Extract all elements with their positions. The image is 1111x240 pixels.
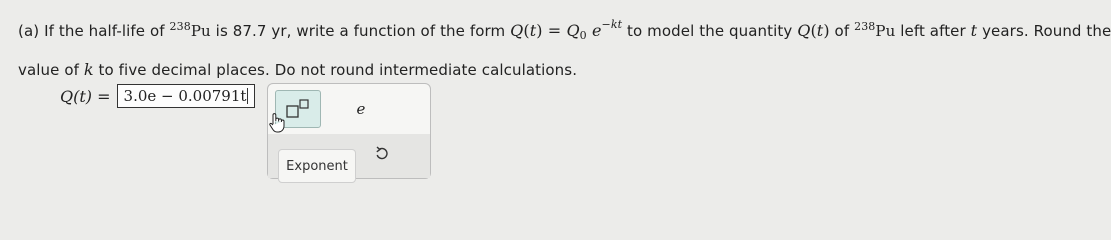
question-text-segment: left after	[900, 22, 966, 40]
answer-input[interactable]	[117, 84, 256, 108]
question-text-segment: to five decimal places. Do not round intermediate calculations.	[98, 61, 578, 79]
question-line-2	[18, 53, 978, 87]
quantity-symbol: Q(t)	[797, 21, 830, 40]
exponent-tooltip: Exponent	[278, 149, 356, 183]
answer-value: 3.0e − 0.00791t	[123, 87, 247, 105]
answer-row	[60, 83, 255, 109]
undo-button[interactable]	[370, 142, 394, 166]
function-form: $Q(t) = Q_0$ $e^{-kt}$	[510, 18, 623, 42]
isotope-mass-number: 238	[169, 20, 191, 33]
exponent-template-icon	[285, 99, 311, 119]
isotope-mass-number: 238	[854, 20, 876, 33]
question-text-segment: If the half-life of	[44, 22, 165, 40]
time-variable: t	[970, 21, 978, 40]
question-text-segment: to model the quantity	[627, 22, 793, 40]
text-caret	[247, 88, 248, 104]
undo-icon	[375, 146, 389, 162]
k-variable: k	[83, 60, 94, 79]
question-line-1	[18, 8, 1111, 53]
answer-label: Q(t) =	[60, 86, 111, 106]
question-text	[18, 8, 1111, 87]
hand-pointer-icon	[268, 112, 286, 134]
question-text-segment: years. Round the	[982, 22, 1111, 40]
euler-e-button[interactable]: e	[356, 100, 366, 118]
part-label: (a)	[18, 22, 40, 40]
isotope-element: Pu	[875, 22, 896, 40]
question-text-segment: is 87.7 yr, write a function of the form	[215, 22, 506, 40]
question-text-segment: value of	[18, 61, 79, 79]
question-text-segment: of	[834, 22, 850, 40]
isotope-element: Pu	[190, 22, 211, 40]
